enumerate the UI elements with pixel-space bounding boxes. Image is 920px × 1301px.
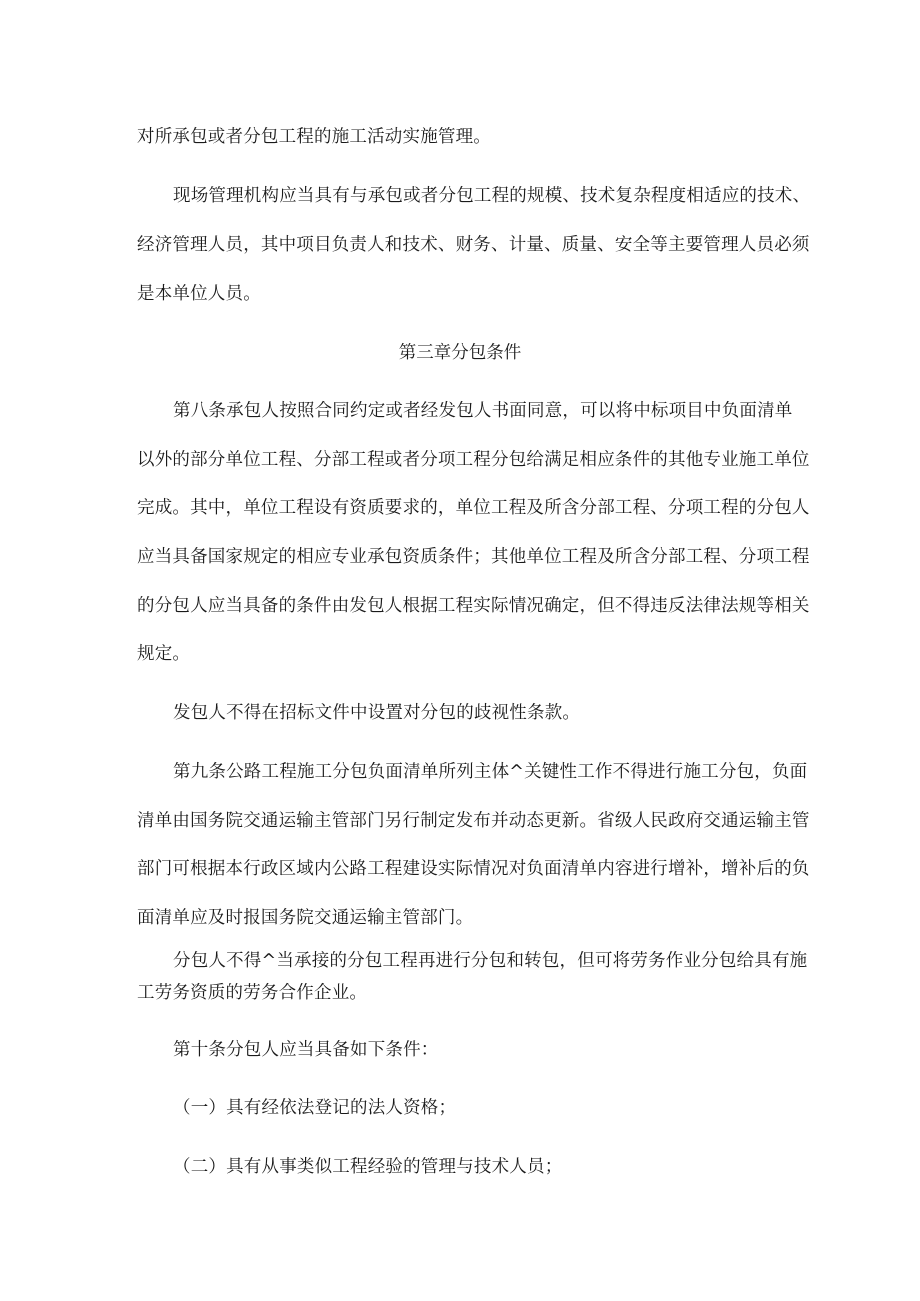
list-item: （二）具有从事类似工程经验的管理与技术人员； <box>173 1157 563 1177</box>
list-item: （一）具有经依法登记的法人资格； <box>173 1098 457 1118</box>
paragraph-line: 分包人不得^当承接的分包工程再进行分包和转包，但可将劳务作业分包给具有施 <box>173 951 808 971</box>
chapter-heading: 第三章分包条件 <box>398 343 522 363</box>
paragraph-line: 工劳务资质的劳务合作企业。 <box>137 983 368 1003</box>
paragraph-line: 对所承包或者分包工程的施工活动实施管理。 <box>137 127 491 147</box>
paragraph-line: 第九条公路工程施工分包负面清单所列主体^关键性工作不得进行施工分包，负面 <box>173 762 808 782</box>
paragraph-line: 现场管理机构应当具有与承包或者分包工程的规模、技术复杂程度相适应的技术、 <box>173 186 811 206</box>
paragraph-line: 面清单应及时报国务院交通运输主管部门。 <box>137 908 474 928</box>
paragraph-line: 的分包人应当具备的条件由发包人根据工程实际情况确定，但不得违反法律法规等相关 <box>137 596 810 616</box>
paragraph-line: 应当具备国家规定的相应专业承包资质条件；其他单位工程及所含分部工程、分项工程 <box>137 547 810 567</box>
paragraph-line: 发包人不得在招标文件中设置对分包的歧视性条款。 <box>173 703 581 723</box>
paragraph-line: 部门可根据本行政区域内公路工程建设实际情况对负面清单内容进行增补，增补后的负 <box>137 859 810 879</box>
paragraph-line: 第十条分包人应当具备如下条件： <box>173 1040 439 1060</box>
paragraph-line: 经济管理人员，其中项目负责人和技术、财务、计量、质量、安全等主要管理人员必须 <box>137 235 810 255</box>
paragraph-line: 清单由国务院交通运输主管部门另行制定发布并动态更新。省级人民政府交通运输主管 <box>137 811 810 831</box>
paragraph-line: 以外的部分单位工程、分部工程或者分项工程分包给满足相应条件的其他专业施工单位 <box>137 450 810 470</box>
paragraph-line: 第八条承包人按照合同约定或者经发包人书面同意，可以将中标项目中负面清单 <box>173 401 793 421</box>
paragraph-line: 规定。 <box>137 644 191 664</box>
paragraph-line: 完成。其中，单位工程设有资质要求的，单位工程及所含分部工程、分项工程的分包人 <box>137 498 810 518</box>
paragraph-line: 是本单位人员。 <box>137 284 261 304</box>
